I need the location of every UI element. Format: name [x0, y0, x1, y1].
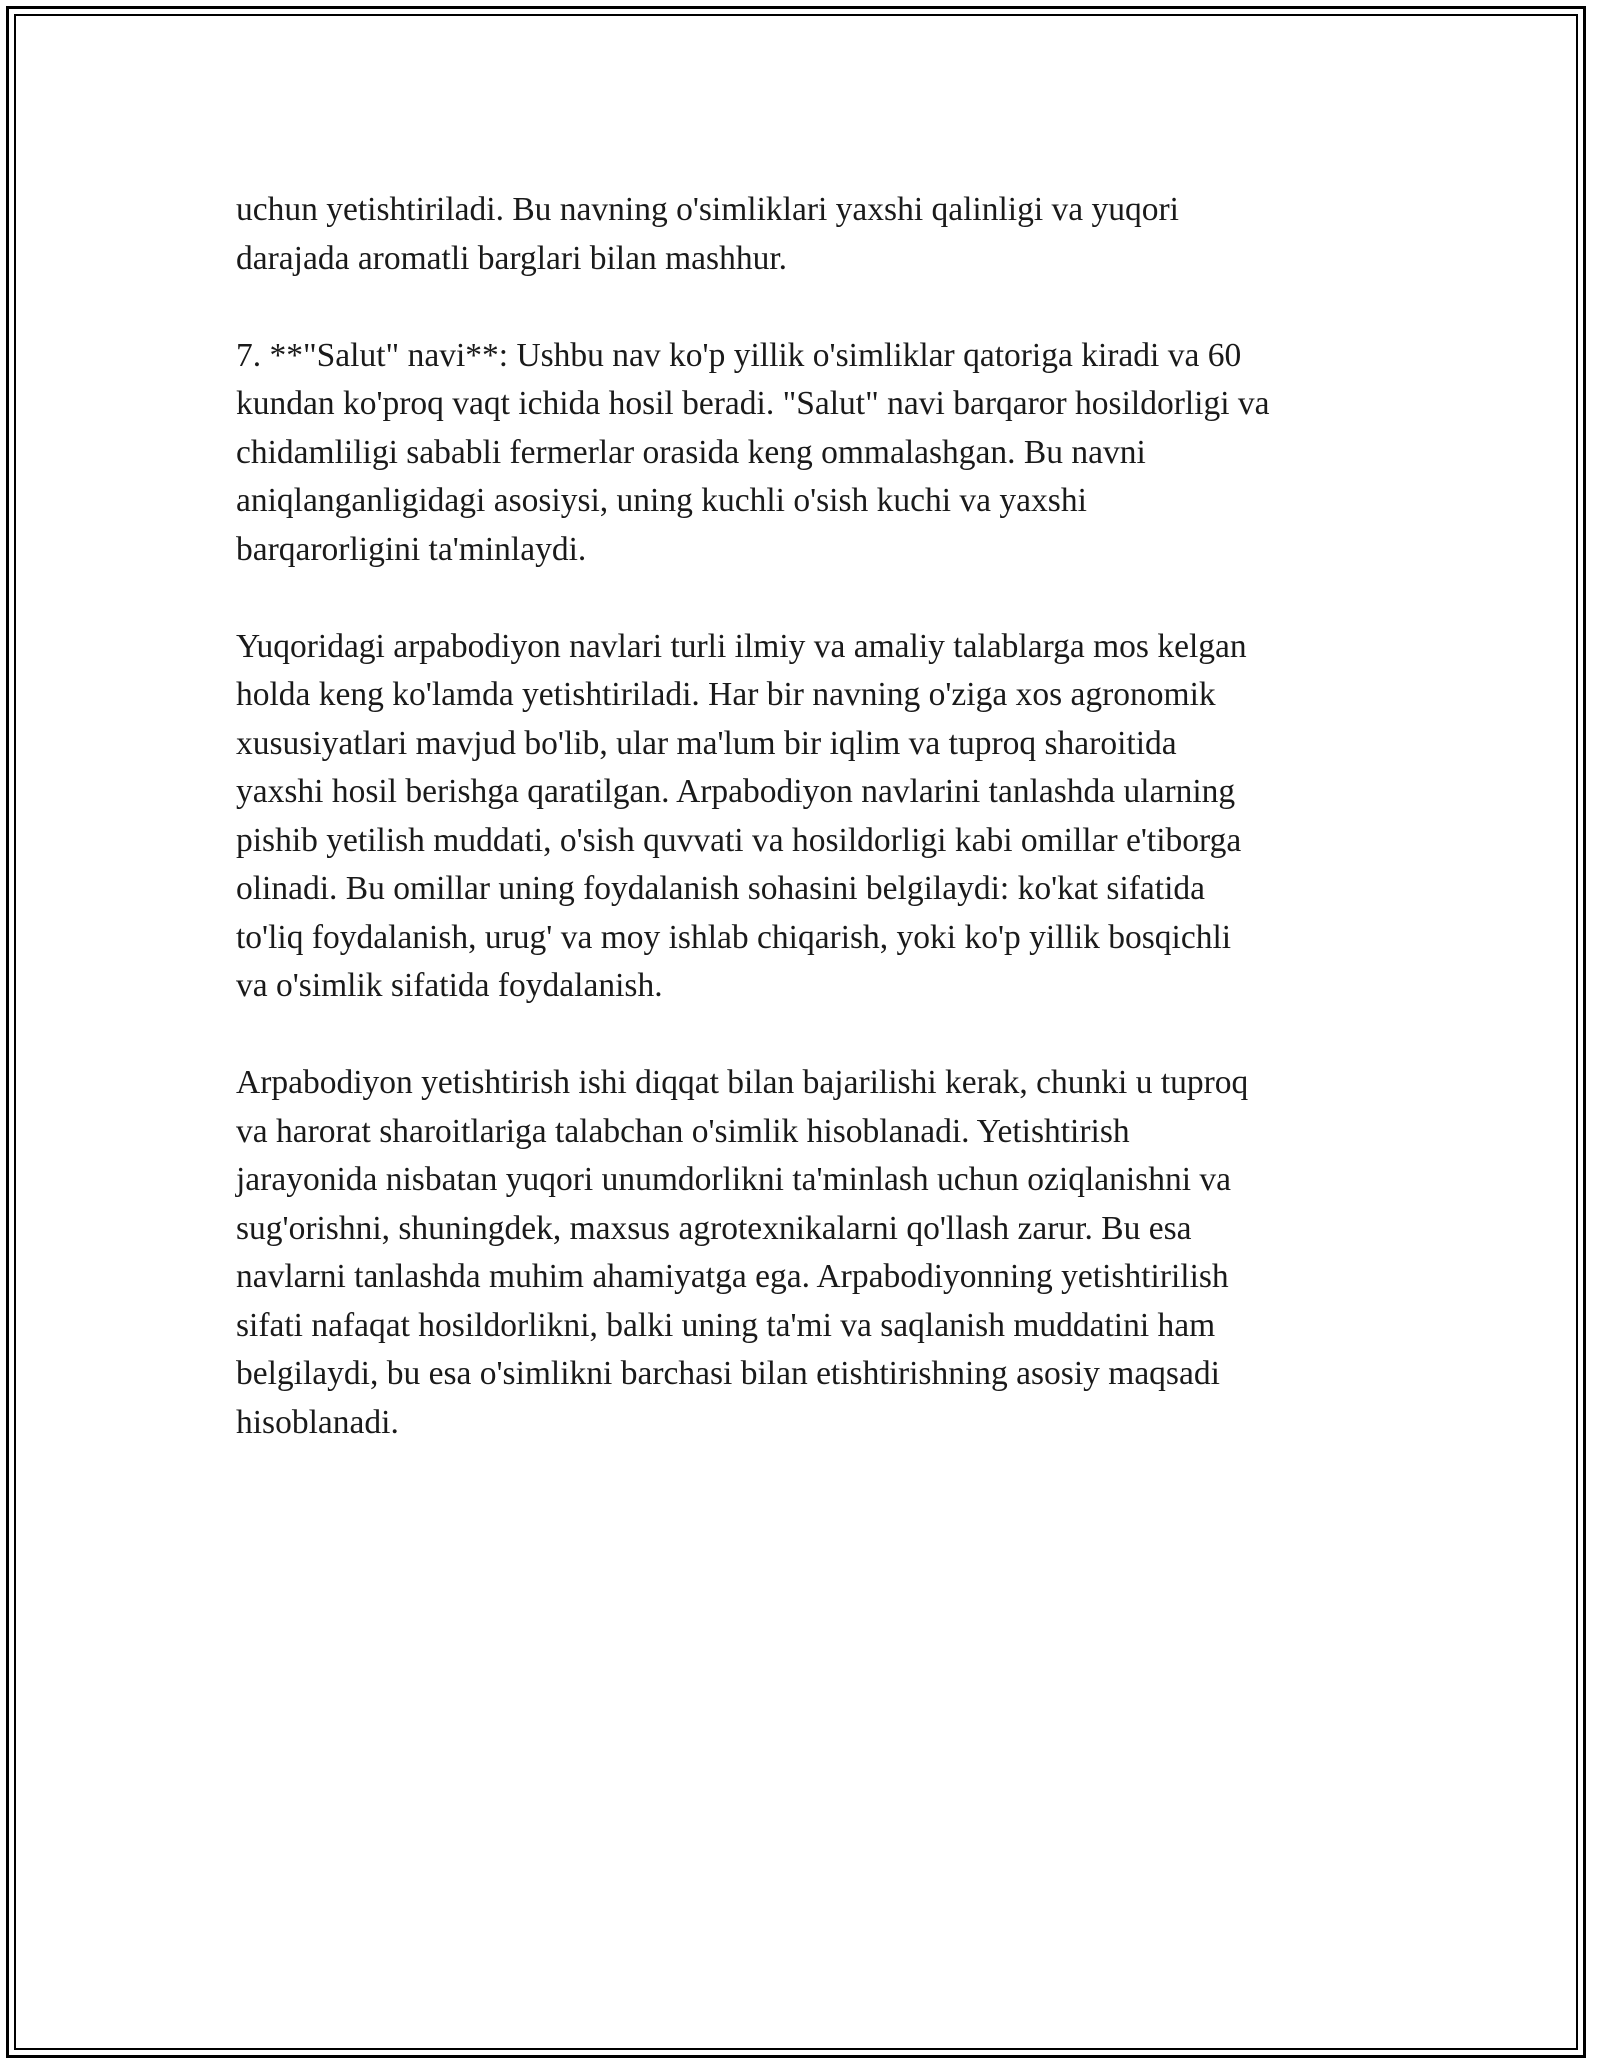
text-line: belgilaydi, bu esa o'simlikni barchasi bilan etishtirishning asosiy maqsadi — [236, 1355, 1220, 1392]
text-line: chidamliligi sababli fermerlar orasida keng ommalashgan. Bu navni — [236, 433, 1146, 471]
text-line: va o'simlik sifatida foydalanish. — [236, 967, 663, 1004]
text-line: Yuqoridagi arpabodiyon navlari turli ilmiy va amaliy talablarga mos kelgan — [236, 627, 1247, 665]
text-line: xususiyatlari mavjud bo'lib, ular ma'lum bir iqlim va tuproq sharoitida — [236, 724, 1177, 762]
text-line: sug'orishni, shuningdek, maxsus agrotexnikalarni qo'llash zarur. Bu esa — [236, 1209, 1192, 1247]
text-line: navlarni tanlashda muhim ahamiyatga ega. Arpabodiyonning yetishtirilish — [236, 1258, 1229, 1295]
document-body — [236, 186, 1386, 1496]
text-line: barqarorligini ta'minlaydi. — [236, 530, 587, 568]
text-line: hisoblanadi. — [236, 1403, 399, 1441]
text-line: aniqlanganligidagi asosiysi, uning kuchli o'sish kuchi va yaxshi — [236, 482, 1087, 519]
text-line: 7. **"Salut" navi**: Ushbu nav ko'p yillik o'simliklar qatoriga kiradi va 60 — [236, 336, 1242, 374]
paragraph-2 — [236, 332, 1386, 575]
text-line: va harorat sharoitlariga talabchan o'simlik hisoblanadi. Yetishtirish — [236, 1112, 1130, 1150]
paragraph-1 — [236, 186, 1386, 283]
text-line: holda keng ko'lamda yetishtiriladi. Har bir navning o'ziga xos agronomik — [236, 676, 1216, 713]
paragraph-3 — [236, 623, 1386, 1011]
text-line: olinadi. Bu omillar uning foydalanish sohasini belgilaydi: ko'kat sifatida — [236, 870, 1206, 907]
text-line: sifati nafaqat hosildorlikni, balki uning ta'mi va saqlanish muddatini ham — [236, 1306, 1216, 1344]
text-line: kundan ko'proq vaqt ichida hosil beradi. "Salut" navi barqaror hosildorligi va — [236, 385, 1270, 422]
text-line: to'liq foydalanish, urug' va moy ishlab chiqarish, yoki ko'p yillik bosqichli — [236, 918, 1232, 956]
text-line: Arpabodiyon yetishtirish ishi diqqat bilan bajarilishi kerak, chunki u tuproq — [236, 1064, 1249, 1101]
text-line: jarayonida nisbatan yuqori unumdorlikni ta'minlash uchun oziqlanishni va — [236, 1161, 1232, 1198]
paragraph-4 — [236, 1059, 1386, 1447]
text-line: uchun yetishtiriladi. Bu navning o'simliklari yaxshi qalinligi va yuqori — [236, 191, 1179, 228]
text-line: pishib yetilish muddati, o'sish quvvati va hosildorligi kabi omillar e'tiborga — [236, 821, 1242, 859]
text-line: yaxshi hosil berishga qaratilgan. Arpabodiyon navlarini tanlashda ularning — [236, 773, 1236, 810]
text-line: darajada aromatli barglari bilan mashhur. — [236, 239, 787, 277]
